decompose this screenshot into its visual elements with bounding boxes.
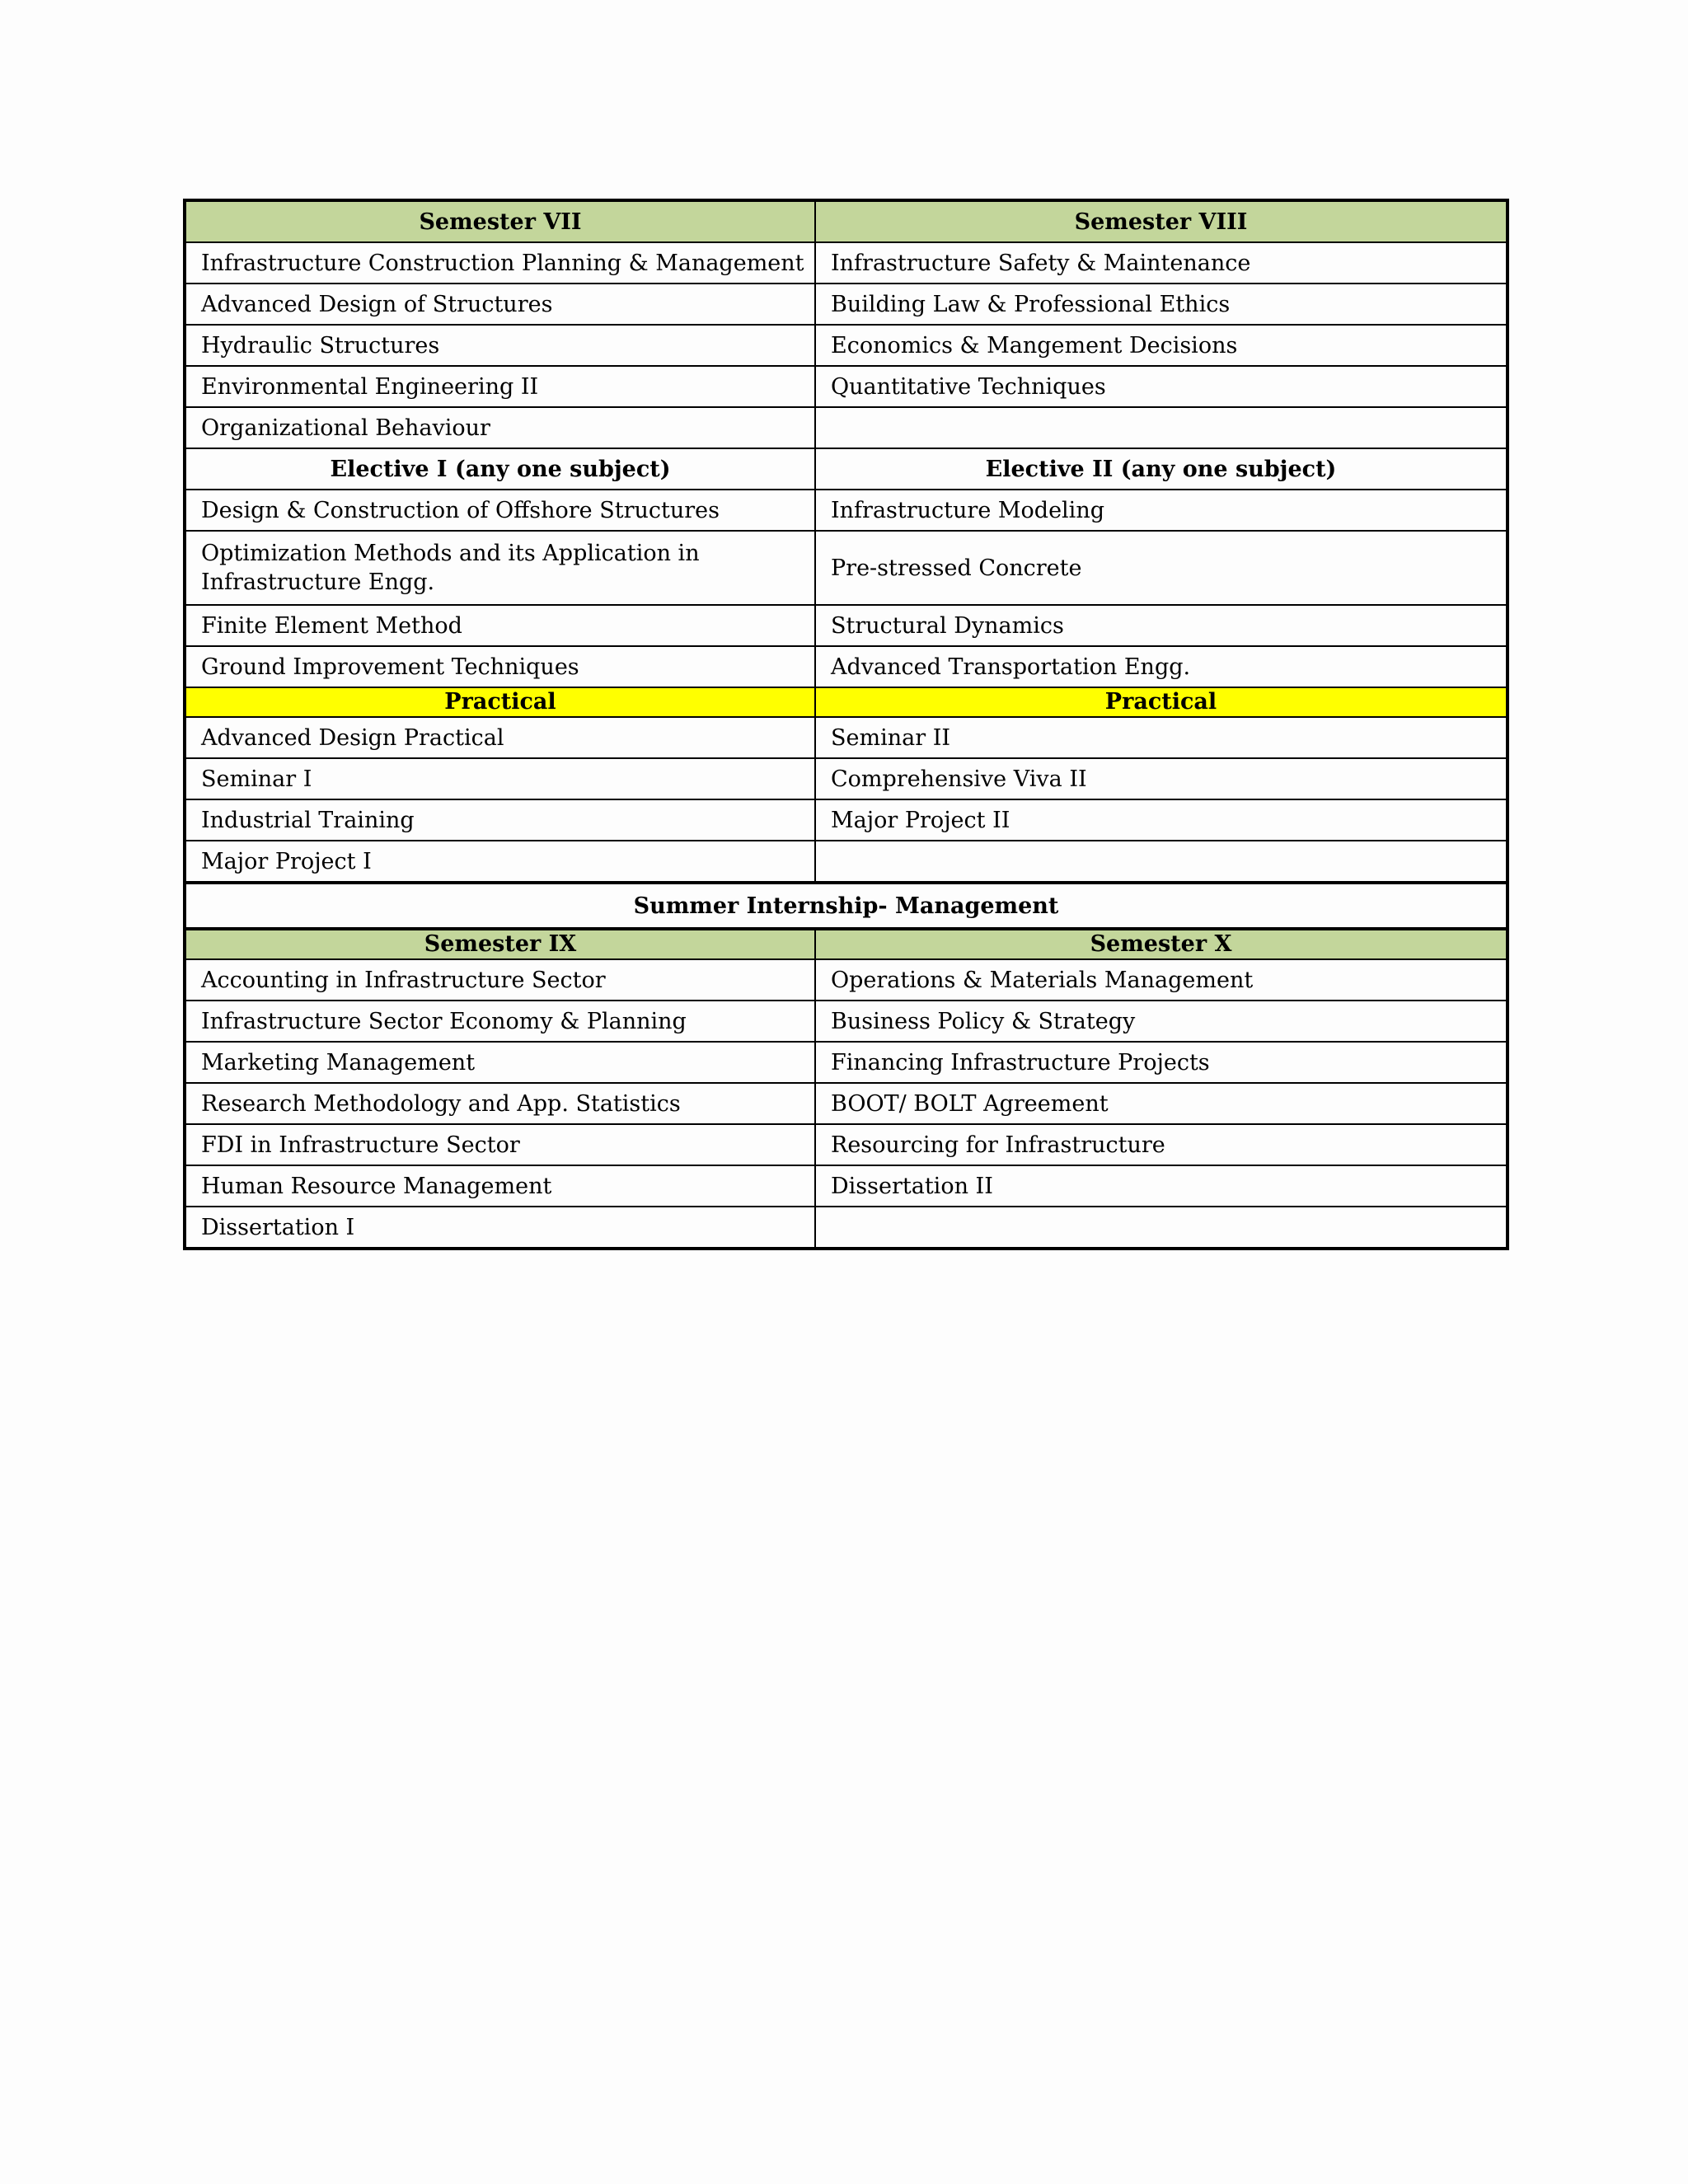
subject-cell: Major Project II	[815, 799, 1507, 841]
subject-cell: Finite Element Method	[185, 605, 815, 646]
practical-header: Practical	[815, 687, 1507, 717]
table-row	[185, 646, 1507, 687]
subject-cell: Hydraulic Structures	[185, 325, 815, 366]
table-row	[185, 531, 1507, 605]
table-row	[185, 841, 1507, 883]
table-row	[185, 407, 1507, 448]
subject-cell: Infrastructure Construction Planning & Management	[185, 242, 815, 284]
subject-cell: Ground Improvement Techniques	[185, 646, 815, 687]
subject-cell: Resourcing for Infrastructure	[815, 1124, 1507, 1165]
subject-cell: Seminar I	[185, 758, 815, 799]
subject-cell: Economics & Mangement Decisions	[815, 325, 1507, 366]
subject-cell: FDI in Infrastructure Sector	[185, 1124, 815, 1165]
elective-header-row	[185, 448, 1507, 490]
table-row	[185, 959, 1507, 1001]
table-row	[185, 366, 1507, 407]
table-row	[185, 758, 1507, 799]
table-row	[185, 325, 1507, 366]
semester-ix-header: Semester IX	[185, 929, 815, 959]
subject-cell: Major Project I	[185, 841, 815, 883]
semester-header-row	[185, 929, 1507, 959]
practical-header-row	[185, 687, 1507, 717]
subject-cell: Marketing Management	[185, 1042, 815, 1083]
subject-cell: Building Law & Professional Ethics	[815, 284, 1507, 325]
table-row	[185, 242, 1507, 284]
subject-cell: Infrastructure Safety & Maintenance	[815, 242, 1507, 284]
subject-cell	[815, 407, 1507, 448]
subject-cell: Advanced Design of Structures	[185, 284, 815, 325]
subject-cell: Industrial Training	[185, 799, 815, 841]
curriculum-table	[183, 199, 1509, 1250]
subject-cell: Structural Dynamics	[815, 605, 1507, 646]
subject-cell: Financing Infrastructure Projects	[815, 1042, 1507, 1083]
subject-cell: Comprehensive Viva II	[815, 758, 1507, 799]
semester-vii-header: Semester VII	[185, 200, 815, 242]
subject-cell: Dissertation II	[815, 1165, 1507, 1207]
subject-cell: Seminar II	[815, 717, 1507, 758]
subject-cell: Advanced Transportation Engg.	[815, 646, 1507, 687]
table-row	[185, 605, 1507, 646]
subject-cell: Operations & Materials Management	[815, 959, 1507, 1001]
table-row	[185, 799, 1507, 841]
semester-x-header: Semester X	[815, 929, 1507, 959]
subject-cell: Optimization Methods and its Application in Infrastructure Engg.	[185, 531, 815, 605]
subject-cell: Quantitative Techniques	[815, 366, 1507, 407]
semester-header-row	[185, 200, 1507, 242]
internship-band-row	[185, 883, 1507, 929]
table-row	[185, 284, 1507, 325]
table-row	[185, 1207, 1507, 1249]
subject-cell: Research Methodology and App. Statistics	[185, 1083, 815, 1124]
internship-band: Summer Internship- Management	[185, 883, 1507, 929]
subject-cell: Accounting in Infrastructure Sector	[185, 959, 815, 1001]
table-row	[185, 717, 1507, 758]
table-row	[185, 1042, 1507, 1083]
subject-cell: BOOT/ BOLT Agreement	[815, 1083, 1507, 1124]
subject-cell	[815, 841, 1507, 883]
subject-cell: Environmental Engineering II	[185, 366, 815, 407]
subject-cell: Human Resource Management	[185, 1165, 815, 1207]
subject-cell: Advanced Design Practical	[185, 717, 815, 758]
table-row	[185, 1124, 1507, 1165]
subject-cell: Infrastructure Modeling	[815, 490, 1507, 531]
subject-cell: Business Policy & Strategy	[815, 1001, 1507, 1042]
table-row	[185, 1001, 1507, 1042]
semester-viii-header: Semester VIII	[815, 200, 1507, 242]
practical-header: Practical	[185, 687, 815, 717]
table-row	[185, 490, 1507, 531]
elective-i-header: Elective I (any one subject)	[185, 448, 815, 490]
subject-cell	[815, 1207, 1507, 1249]
subject-cell: Dissertation I	[185, 1207, 815, 1249]
elective-ii-header: Elective II (any one subject)	[815, 448, 1507, 490]
subject-cell: Organizational Behaviour	[185, 407, 815, 448]
subject-cell: Pre-stressed Concrete	[815, 531, 1507, 605]
subject-cell: Design & Construction of Offshore Structures	[185, 490, 815, 531]
table-row	[185, 1083, 1507, 1124]
table-row	[185, 1165, 1507, 1207]
subject-cell: Infrastructure Sector Economy & Planning	[185, 1001, 815, 1042]
